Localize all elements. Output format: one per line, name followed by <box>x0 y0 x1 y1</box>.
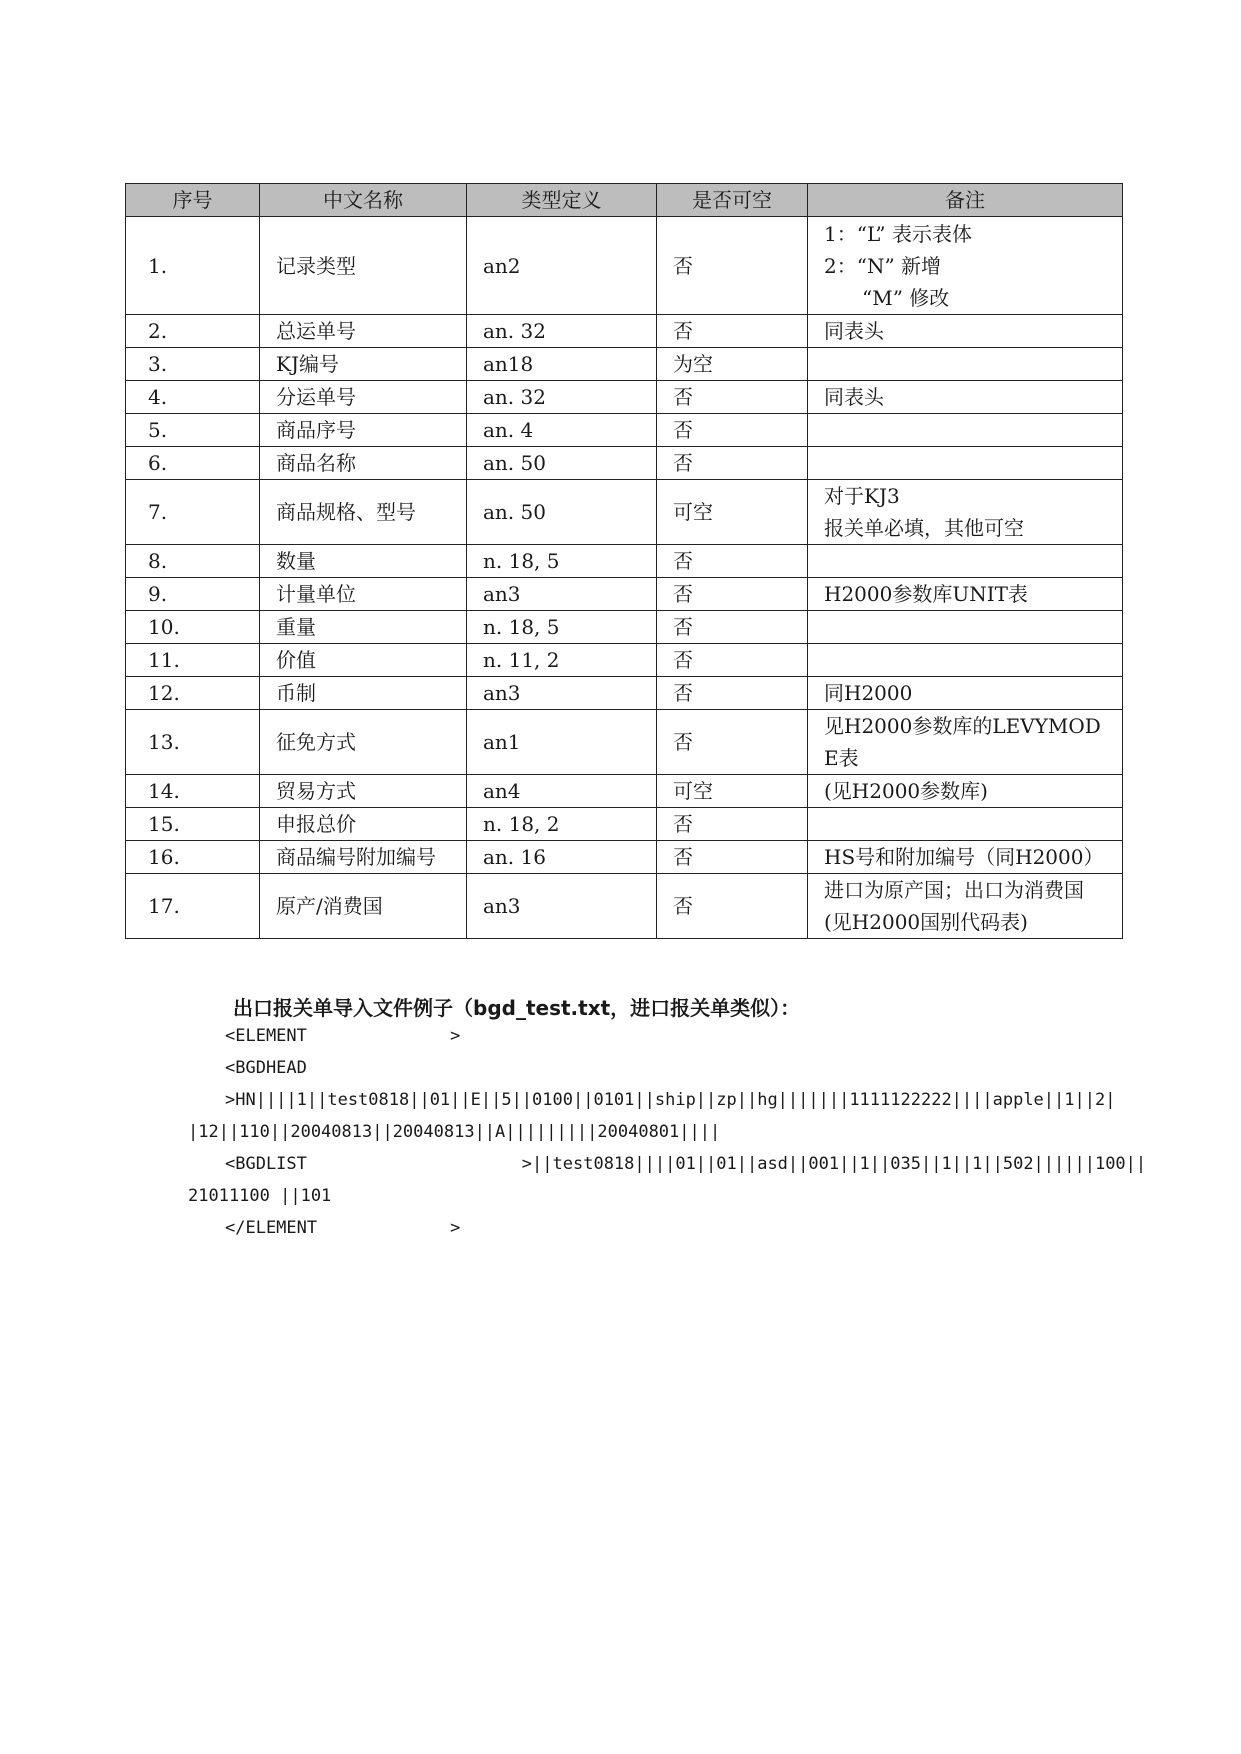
cell-note <box>808 874 1123 939</box>
cell-nullable: 否 <box>657 381 808 414</box>
cell-type: an18 <box>467 348 657 381</box>
cell-note <box>808 578 1123 611</box>
cell-note <box>808 710 1123 775</box>
table-row <box>126 710 1123 775</box>
cell-name: 总运单号 <box>260 315 467 348</box>
cell-name: 商品名称 <box>260 447 467 480</box>
cell-type: an. 50 <box>467 480 657 545</box>
cell-nullable: 否 <box>657 644 808 677</box>
table-row <box>126 480 1123 545</box>
header-nullable: 是否可空 <box>657 184 808 217</box>
cell-no: 7. <box>126 480 260 545</box>
cell-note <box>808 381 1123 414</box>
code-line: </ELEMENT > <box>225 1218 461 1238</box>
note-line: 见H2000参数库的LEVYMOD <box>824 714 1101 738</box>
table-row <box>126 217 1123 315</box>
cell-no: 10. <box>126 611 260 644</box>
code-line: <BGDLIST >||test0818||||01||01||asd||001||1||035||1||1||502||||||100|| <box>225 1154 1147 1174</box>
table-row <box>126 447 1123 480</box>
cell-name: 数量 <box>260 545 467 578</box>
table-row <box>126 775 1123 808</box>
cell-name: 原产/消费国 <box>260 874 467 939</box>
cell-no: 15. <box>126 808 260 841</box>
cell-type: an. 16 <box>467 841 657 874</box>
cell-nullable: 可空 <box>657 480 808 545</box>
table-row <box>126 414 1123 447</box>
note-line: 对于KJ3 <box>824 484 900 508</box>
note-line: 进口为原产国；出口为消费国 <box>824 878 1084 902</box>
note-line: HS号和附加编号（同H2000） <box>824 845 1104 869</box>
cell-name: 记录类型 <box>260 217 467 315</box>
cell-type: n. 11, 2 <box>467 644 657 677</box>
header-no: 序号 <box>126 184 260 217</box>
code-line: <BGDHEAD <box>225 1058 307 1078</box>
cell-nullable: 否 <box>657 315 808 348</box>
cell-name: 重量 <box>260 611 467 644</box>
cell-note <box>808 414 1123 447</box>
code-line: |12||110||20040813||20040813||A|||||||||20040801|||| <box>188 1122 721 1142</box>
cell-note <box>808 644 1123 677</box>
cell-nullable: 为空 <box>657 348 808 381</box>
cell-name: KJ编号 <box>260 348 467 381</box>
cell-type: an3 <box>467 578 657 611</box>
cell-no: 3. <box>126 348 260 381</box>
cell-nullable: 否 <box>657 808 808 841</box>
cell-nullable: 否 <box>657 710 808 775</box>
cell-nullable: 否 <box>657 578 808 611</box>
note-line: H2000参数库UNIT表 <box>824 582 1028 606</box>
note-line: E表 <box>824 746 859 770</box>
cell-name: 计量单位 <box>260 578 467 611</box>
cell-note <box>808 217 1123 315</box>
note-line: 2：“N” 新增 <box>824 253 942 278</box>
cell-no: 11. <box>126 644 260 677</box>
note-line: 同表头 <box>824 385 884 409</box>
cell-nullable: 否 <box>657 874 808 939</box>
cell-no: 8. <box>126 545 260 578</box>
cell-type: an2 <box>467 217 657 315</box>
cell-nullable: 否 <box>657 545 808 578</box>
cell-no: 13. <box>126 710 260 775</box>
cell-note <box>808 480 1123 545</box>
cell-no: 2. <box>126 315 260 348</box>
cell-type: an. 32 <box>467 381 657 414</box>
header-note: 备注 <box>808 184 1123 217</box>
table-row <box>126 545 1123 578</box>
table-row <box>126 644 1123 677</box>
table-row <box>126 315 1123 348</box>
table-row <box>126 578 1123 611</box>
example-title: 出口报关单导入文件例子（bgd_test.txt，进口报关单类似）： <box>233 996 801 1020</box>
cell-note <box>808 841 1123 874</box>
note-line: 报关单必填，其他可空 <box>824 516 1024 540</box>
note-line: 1：“L” 表示表体 <box>824 221 973 246</box>
cell-no: 16. <box>126 841 260 874</box>
cell-type: n. 18, 5 <box>467 611 657 644</box>
cell-no: 14. <box>126 775 260 808</box>
cell-type: n. 18, 5 <box>467 545 657 578</box>
table-row <box>126 677 1123 710</box>
code-line: >HN||||1||test0818||01||E||5||0100||0101||ship||zp||hg|||||||1111122222||||apple||1||2| <box>225 1090 1116 1110</box>
note-line: “M” 修改 <box>862 285 950 310</box>
cell-nullable: 否 <box>657 677 808 710</box>
cell-no: 1. <box>126 217 260 315</box>
note-line: (见H2000参数库) <box>824 779 988 803</box>
cell-note <box>808 447 1123 480</box>
cell-name: 贸易方式 <box>260 775 467 808</box>
cell-name: 分运单号 <box>260 381 467 414</box>
cell-nullable: 否 <box>657 217 808 315</box>
table-header-row <box>126 184 1123 217</box>
table-row <box>126 381 1123 414</box>
cell-no: 5. <box>126 414 260 447</box>
cell-note <box>808 677 1123 710</box>
cell-name: 商品规格、型号 <box>260 480 467 545</box>
cell-type: an. 4 <box>467 414 657 447</box>
cell-name: 征免方式 <box>260 710 467 775</box>
cell-nullable: 否 <box>657 447 808 480</box>
header-type: 类型定义 <box>467 184 657 217</box>
cell-no: 4. <box>126 381 260 414</box>
table-body <box>126 217 1123 939</box>
cell-type: an4 <box>467 775 657 808</box>
cell-note <box>808 611 1123 644</box>
table-row <box>126 611 1123 644</box>
cell-no: 9. <box>126 578 260 611</box>
cell-note <box>808 808 1123 841</box>
cell-nullable: 否 <box>657 414 808 447</box>
cell-type: an3 <box>467 677 657 710</box>
cell-name: 价值 <box>260 644 467 677</box>
cell-type: n. 18, 2 <box>467 808 657 841</box>
cell-note <box>808 545 1123 578</box>
note-line: 同H2000 <box>824 681 913 705</box>
cell-no: 6. <box>126 447 260 480</box>
cell-note <box>808 775 1123 808</box>
cell-nullable: 否 <box>657 611 808 644</box>
field-spec-table <box>125 183 1123 939</box>
cell-nullable: 否 <box>657 841 808 874</box>
cell-note <box>808 315 1123 348</box>
cell-note <box>808 348 1123 381</box>
cell-nullable: 可空 <box>657 775 808 808</box>
cell-type: an3 <box>467 874 657 939</box>
code-line: <ELEMENT > <box>225 1026 461 1046</box>
table-row <box>126 841 1123 874</box>
cell-name: 申报总价 <box>260 808 467 841</box>
table-row <box>126 348 1123 381</box>
cell-name: 商品编号附加编号 <box>260 841 467 874</box>
cell-type: an. 32 <box>467 315 657 348</box>
cell-no: 12. <box>126 677 260 710</box>
table-row <box>126 874 1123 939</box>
note-line: 同表头 <box>824 319 884 343</box>
cell-no: 17. <box>126 874 260 939</box>
note-line: (见H2000国别代码表) <box>824 910 1028 934</box>
header-name: 中文名称 <box>260 184 467 217</box>
table-row <box>126 808 1123 841</box>
cell-type: an. 50 <box>467 447 657 480</box>
cell-name: 商品序号 <box>260 414 467 447</box>
cell-name: 币制 <box>260 677 467 710</box>
cell-type: an1 <box>467 710 657 775</box>
code-line: 21011100 ||101 <box>188 1186 332 1206</box>
